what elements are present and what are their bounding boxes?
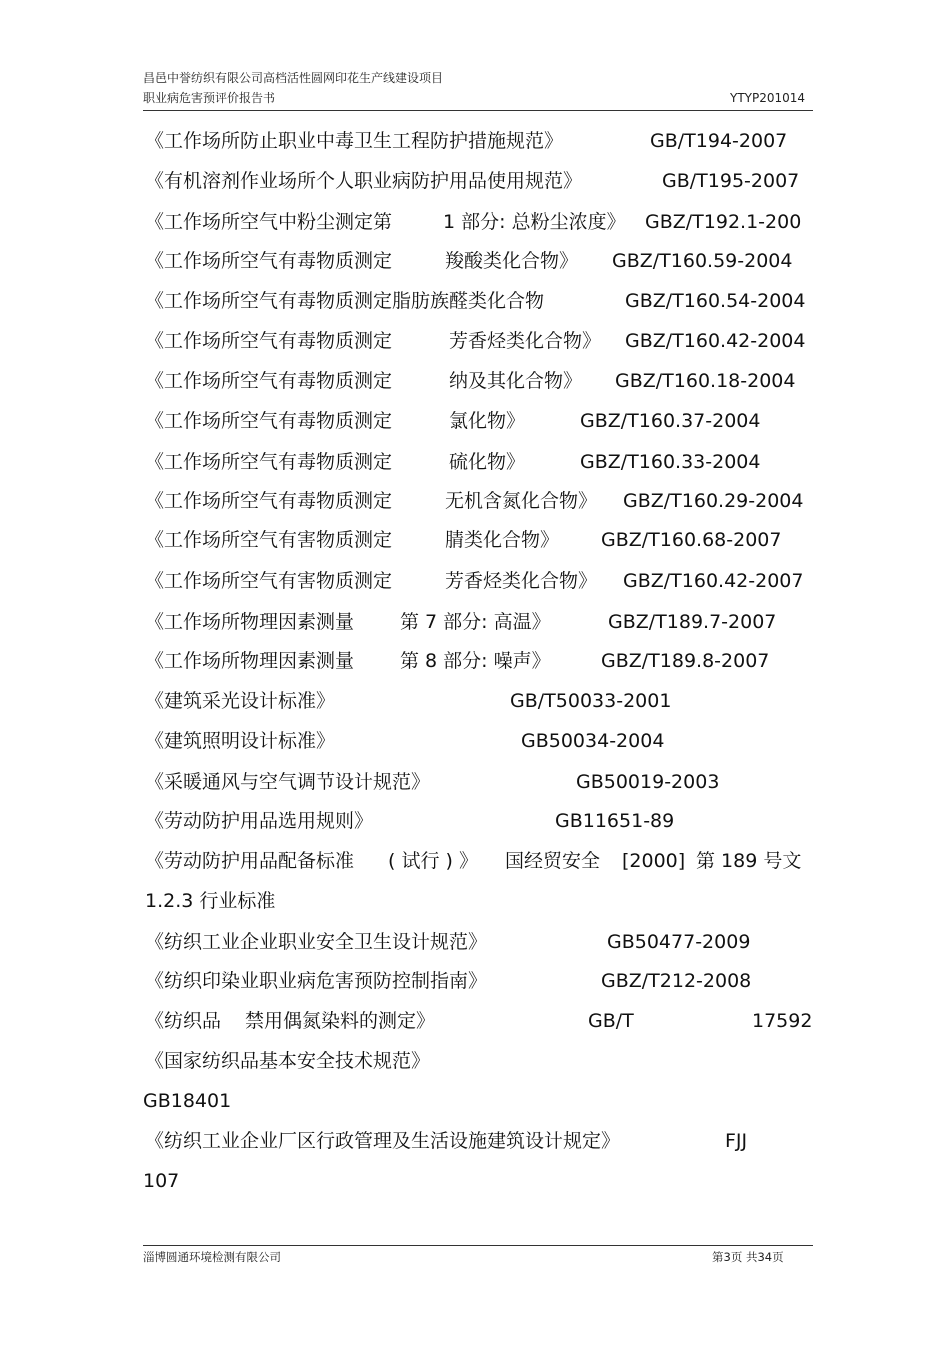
footer-rule — [143, 1245, 813, 1246]
standard-subtitle: 硫化物》 — [449, 451, 526, 473]
standard-doc-number: 第 189 号文 — [696, 850, 802, 872]
standard-title: 《工作场所空气有毒物质测定 — [145, 250, 393, 272]
standard-subtitle: 纳及其化合物》 — [449, 370, 583, 392]
header-report-code: YTYP201014 — [730, 91, 806, 105]
standard-subtitle: 芳香烃类化合物》 — [445, 570, 598, 592]
standard-title: 《工作场所空气有毒物质测定脂肪族醛类化合物 — [145, 290, 545, 312]
standard-title: 《有机溶剂作业场所个人职业病防护用品使用规范》 — [145, 170, 583, 192]
header-report-title: 职业病危害预评价报告书 — [143, 91, 276, 105]
standard-code: GBZ/T160.29-2004 — [623, 490, 804, 512]
header-rule — [143, 110, 813, 111]
standard-code: GBZ/T160.33-2004 — [580, 451, 761, 473]
standard-code: GBZ/T192.1-200 — [645, 211, 802, 233]
industry-standard-title: 《国家纺织品基本安全技术规范》 — [145, 1050, 431, 1072]
standard-code: GBZ/T160.54-2004 — [625, 290, 806, 312]
standard-code: GBZ/T160.18-2004 — [615, 370, 796, 392]
standard-code: GBZ/T160.42-2004 — [625, 330, 806, 352]
standard-title: 《建筑采光设计标准》 — [145, 690, 336, 712]
standard-title: 《工作场所空气有害物质测定 — [145, 570, 393, 592]
standard-title: 《劳动防护用品选用规则》 — [145, 810, 374, 832]
standard-code: GBZ/T189.8-2007 — [601, 650, 770, 672]
standard-title: 《工作场所防止职业中毒卫生工程防护措施规范》 — [145, 130, 564, 152]
standard-code: GBZ/T160.37-2004 — [580, 410, 761, 432]
standard-title: 《劳动防护用品配备标准 — [145, 850, 355, 872]
standard-title: 《工作场所物理因素测量 — [145, 650, 355, 672]
standard-code: GBZ/T189.7-2007 — [608, 611, 777, 633]
standard-subtitle: 氯化物》 — [449, 410, 526, 432]
standard-code: GB11651-89 — [555, 810, 675, 832]
standard-title: 《工作场所物理因素测量 — [145, 611, 355, 633]
section-heading: 1.2.3 行业标准 — [145, 890, 276, 912]
industry-standard-subtitle: 禁用偶氮染料的测定》 — [245, 1010, 436, 1032]
industry-standard-code: GBZ/T212-2008 — [601, 970, 752, 992]
standard-subtitle: 芳香烃类化合物》 — [449, 330, 602, 352]
standard-code: GB/T194-2007 — [650, 130, 788, 152]
page-indicator — [712, 1250, 784, 1264]
page-mid: 页 共 — [730, 1250, 758, 1264]
standard-code: GBZ/T160.59-2004 — [612, 250, 793, 272]
standard-title: 《工作场所空气有毒物质测定 — [145, 410, 393, 432]
standard-code: GB50019-2003 — [576, 771, 720, 793]
standard-code: GB/T50033-2001 — [510, 690, 672, 712]
industry-standard-title: 《纺织工业企业厂区行政管理及生活设施建筑设计规定》 — [145, 1130, 621, 1152]
standard-title: 《建筑照明设计标准》 — [145, 730, 336, 752]
standard-code: GBZ/T160.42-2007 — [623, 570, 804, 592]
standard-issuer: 国经贸安全 — [505, 850, 601, 872]
industry-standard-title: 《纺织品 — [145, 1010, 222, 1032]
industry-standard-title: 《纺织工业企业职业安全卫生设计规范》 — [145, 931, 488, 953]
standard-subtitle: 1 部分: 总粉尘浓度》 — [443, 211, 626, 233]
industry-standard-code-line: 107 — [143, 1170, 180, 1192]
industry-standard-code: GB/T — [588, 1010, 634, 1032]
standard-code: GB50034-2004 — [521, 730, 665, 752]
industry-standard-code: FJJ — [725, 1130, 748, 1152]
standard-title: 《工作场所空气有毒物质测定 — [145, 451, 393, 473]
page-number: 3 — [723, 1250, 731, 1264]
standard-title: 《工作场所空气有毒物质测定 — [145, 330, 393, 352]
page-suffix: 页 — [772, 1250, 784, 1264]
standard-subtitle: 第 7 部分: 高温》 — [400, 611, 551, 633]
standard-code: GB/T195-2007 — [662, 170, 800, 192]
industry-standard-code: GB50477-2009 — [607, 931, 751, 953]
standard-code: GBZ/T160.68-2007 — [601, 529, 782, 551]
industry-standard-code-line: GB18401 — [143, 1090, 232, 1112]
footer-company: 淄博圆通环境检测有限公司 — [143, 1250, 281, 1264]
industry-standard-number: 17592 — [752, 1010, 813, 1032]
standard-subtitle: 腈类化合物》 — [445, 529, 560, 551]
header-project-title: 昌邑中誉纺织有限公司高档活性圆网印花生产线建设项目 — [143, 71, 444, 85]
standard-subtitle: 无机含氮化合物》 — [445, 490, 598, 512]
industry-standard-title: 《纺织印染业职业病危害预防控制指南》 — [145, 970, 488, 992]
standard-title: 《工作场所空气有毒物质测定 — [145, 370, 393, 392]
page-prefix: 第 — [712, 1250, 724, 1264]
standard-title: 《工作场所空气中粉尘测定第 — [145, 211, 393, 233]
standard-title: 《采暖通风与空气调节设计规范》 — [145, 771, 431, 793]
standard-subtitle: ( 试行 ) 》 — [388, 850, 478, 872]
standard-year: [2000] — [622, 850, 686, 872]
standard-subtitle: 羧酸类化合物》 — [445, 250, 579, 272]
page-total: 34 — [757, 1250, 773, 1264]
standard-title: 《工作场所空气有害物质测定 — [145, 529, 393, 551]
standard-subtitle: 第 8 部分: 噪声》 — [400, 650, 551, 672]
standard-title: 《工作场所空气有毒物质测定 — [145, 490, 393, 512]
